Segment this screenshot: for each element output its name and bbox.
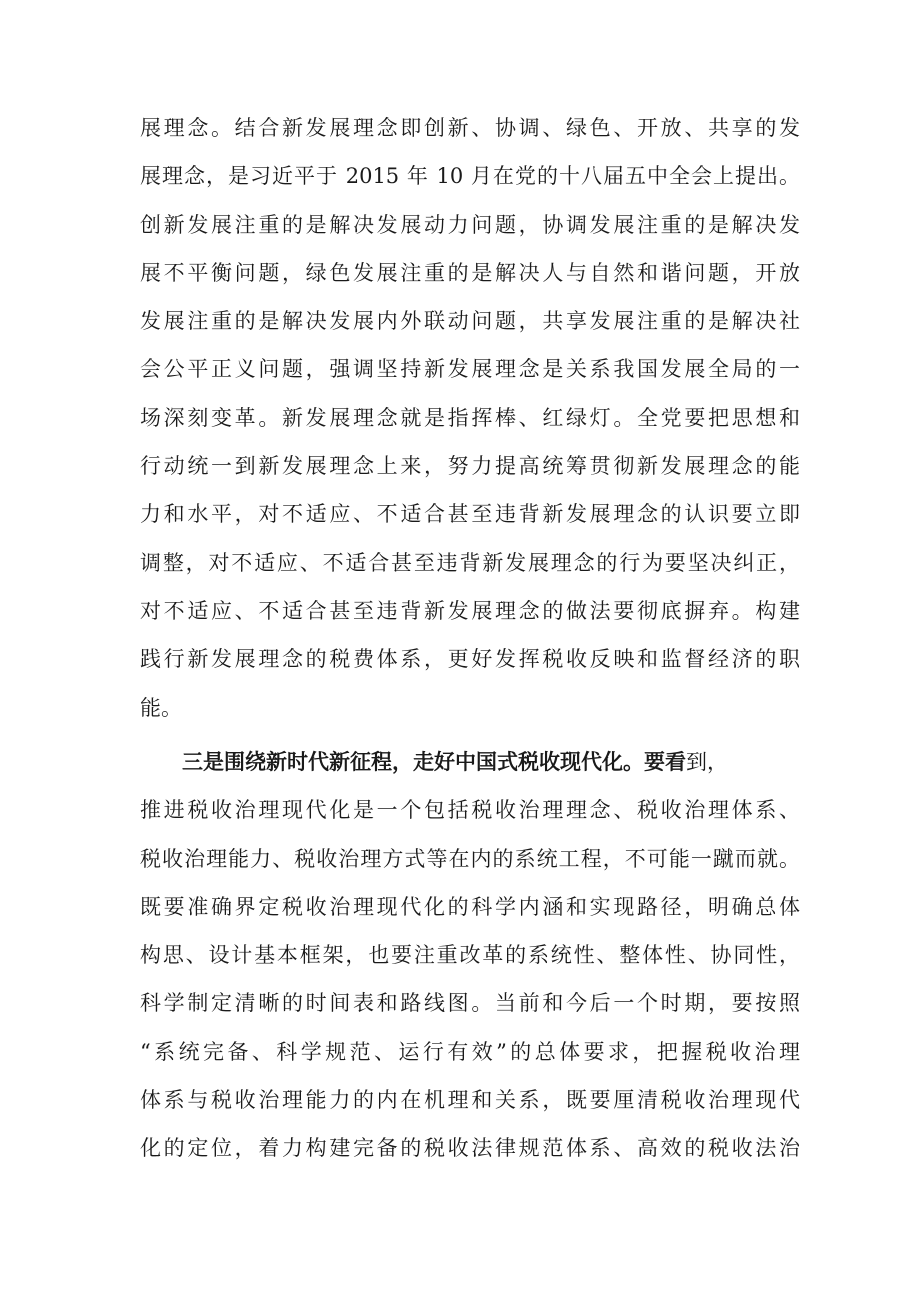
text-line: 科学制定清晰的时间表和路线图。当前和今后一个时期，要按照	[140, 991, 800, 1016]
text-line: 体系与税收治理能力的内在机理和关系，既要厘清税收治理现代	[140, 1088, 800, 1113]
paragraph-new-development-philosophy	[140, 104, 800, 732]
text-line: 化的定位，着力构建完备的税收法律规范体系、高效的税收法治	[140, 1136, 800, 1161]
text-line: 既要准确界定税收治理现代化的科学内涵和实现路径，明确总体	[140, 894, 800, 919]
text-line: 践行新发展理念的税费体系，更好发挥税收反映和监督经济的职	[140, 647, 800, 672]
text-line: 能。	[140, 695, 182, 720]
text-line: “系统完备、科学规范、运行有效”的总体要求，把握税收治理	[140, 1039, 800, 1064]
text-line: 力和水平，对不适应、不适合甚至违背新发展理念的认识要立即	[140, 502, 800, 527]
text-line: 对不适应、不适合甚至违背新发展理念的做法要彻底摒弃。构建	[140, 598, 800, 623]
paragraph-heading-line	[140, 738, 800, 786]
paragraph-heading-tail: 到，	[686, 750, 728, 774]
text-line: 税收治理能力、税收治理方式等在内的系统工程，不可能一蹴而就。	[140, 846, 800, 871]
paragraph-heading: 三是围绕新时代新征程，走好中国式税收现代化。要看	[182, 749, 686, 774]
text-line: 场深刻变革。新发展理念就是指挥棒、红绿灯。全党要把思想和	[140, 405, 800, 430]
text-line: 构思、设计基本框架，也要注重改革的系统性、整体性、协同性，	[140, 943, 800, 968]
text-line: 展理念。结合新发展理念即创新、协调、绿色、开放、共享的发	[140, 116, 800, 140]
text-line: 创新发展注重的是解决发展动力问题，协调发展注重的是解决发	[140, 212, 800, 237]
text-line: 展理念，是习近平于 2015 年 10 月在党的十八届五中全会上提出。	[140, 164, 800, 189]
text-line: 展不平衡问题，绿色发展注重的是解决人与自然和谐问题，开放	[140, 260, 800, 285]
paragraph-tax-modernization	[140, 738, 800, 1173]
text-line: 调整，对不适应、不适合甚至违背新发展理念的行为要坚决纠正，	[140, 550, 800, 575]
text-line: 推进税收治理现代化是一个包括税收治理理念、税收治理体系、	[140, 798, 800, 823]
text-line: 行动统一到新发展理念上来，努力提高统筹贯彻新发展理念的能	[140, 454, 800, 479]
text-line: 发展注重的是解决发展内外联动问题，共享发展注重的是解决社	[140, 309, 800, 334]
text-line: 会公平正义问题，强调坚持新发展理念是关系我国发展全局的一	[140, 357, 800, 382]
